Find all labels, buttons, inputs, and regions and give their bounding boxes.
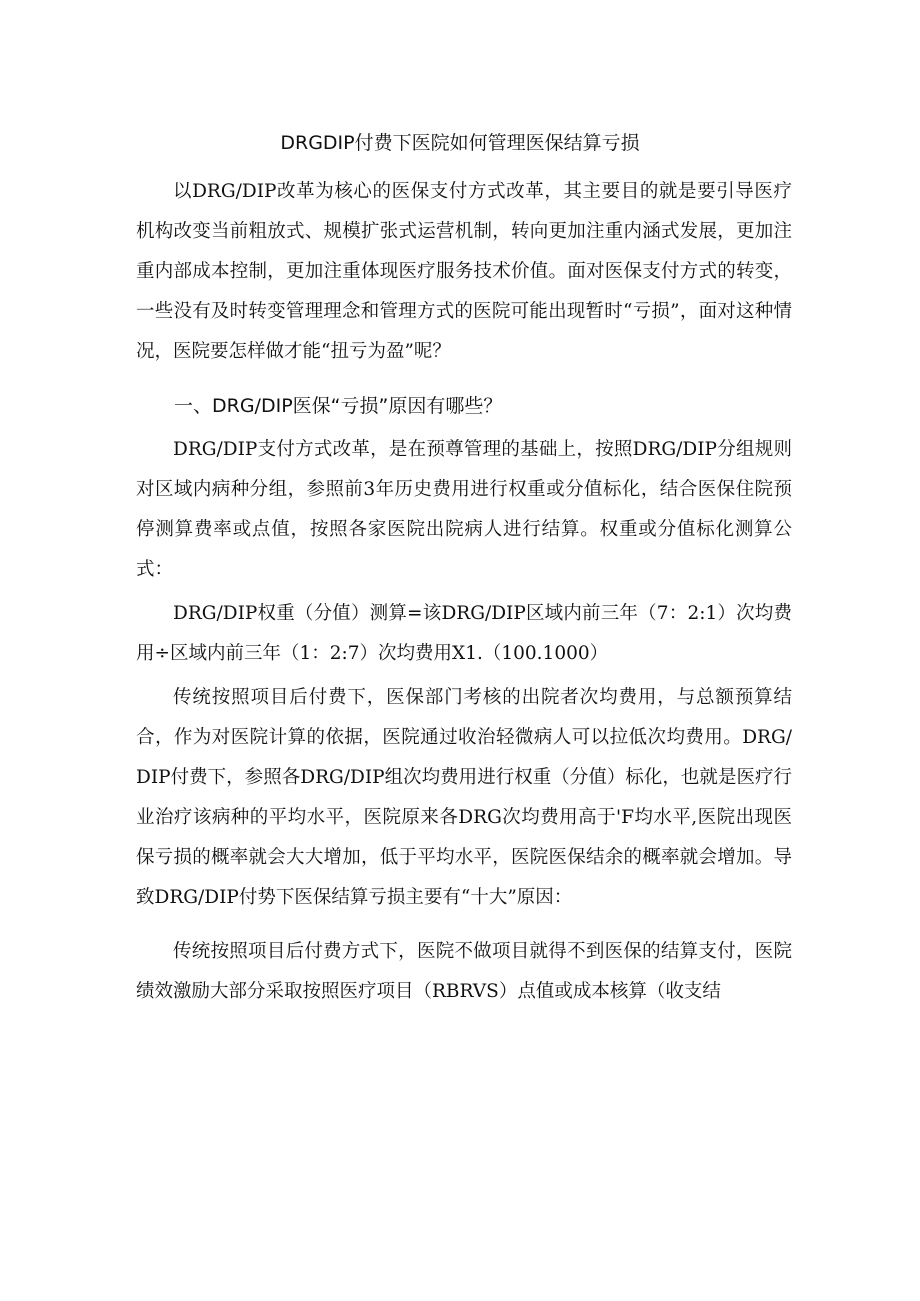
paragraph-performance: 传统按照项目后付费方式下，医院不做项目就得不到医保的结算支付，医院绩效激励大部分采取按照医疗项目（RBRVS）点值或成本核算（收支结 — [136, 941, 792, 1002]
document-title: DRGDIP付费下医院如何管理医保结算亏损 — [280, 132, 640, 154]
document-body — [136, 172, 792, 1012]
paragraph-traditional: 传统按照项目后付费下，医保部门考核的出院者次均费用，与总额预算结合，作为对医院计算的依据，医院通过收治轻微病人可以拉低次均费用。DRG/DIP付费下，参照各DRG/DIP组次均费用进行权重（分值）标化，也就是医疗行业治疗该病种的平均水平，医院原来各DRG次均费用高于'F均水平,医院出现医保亏损的概率就会大大增加，低于平均水平，医院医保结余的概率就会增加。导致DRG/DIP付势下医保结算亏损主要有“十大”原因： — [136, 687, 792, 908]
paragraph-reform: DRG/DIP支付方式改革，是在预尊管理的基础上，按照DRG/DIP分组规则对区域内病种分组，参照前3年历史费用进行权重或分值标化，结合医保住院预停测算费率或点值，按照各家医院出院病人进行结算。权重或分值标化测算公式： — [136, 439, 792, 580]
paragraph-intro: 以DRG/DIP改革为核心的医保支付方式改革，其主要目的就是要引导医疗机构改变当前粗放式、规模扩张式运营机制，转向更加注重内涵式发展，更加注重内部成本控制，更加注重体现医疗服务技术价值。面对医保支付方式的转变，一些没有及时转变管理理念和管理方式的医院可能出现暂时“亏损”，面对这种情况，医院要怎样做才能“扭亏为盈”呢？ — [136, 181, 792, 362]
section-heading: 一、DRG/DIP医保“亏损”原因有哪些？ — [174, 395, 503, 417]
paragraph-formula: DRG/DIP权重（分值）测算=该DRG/DIP区域内前三年（7：2:1）次均费用÷区域内前三年（1：2:7）次均费用X1.（100.1000） — [136, 603, 792, 664]
